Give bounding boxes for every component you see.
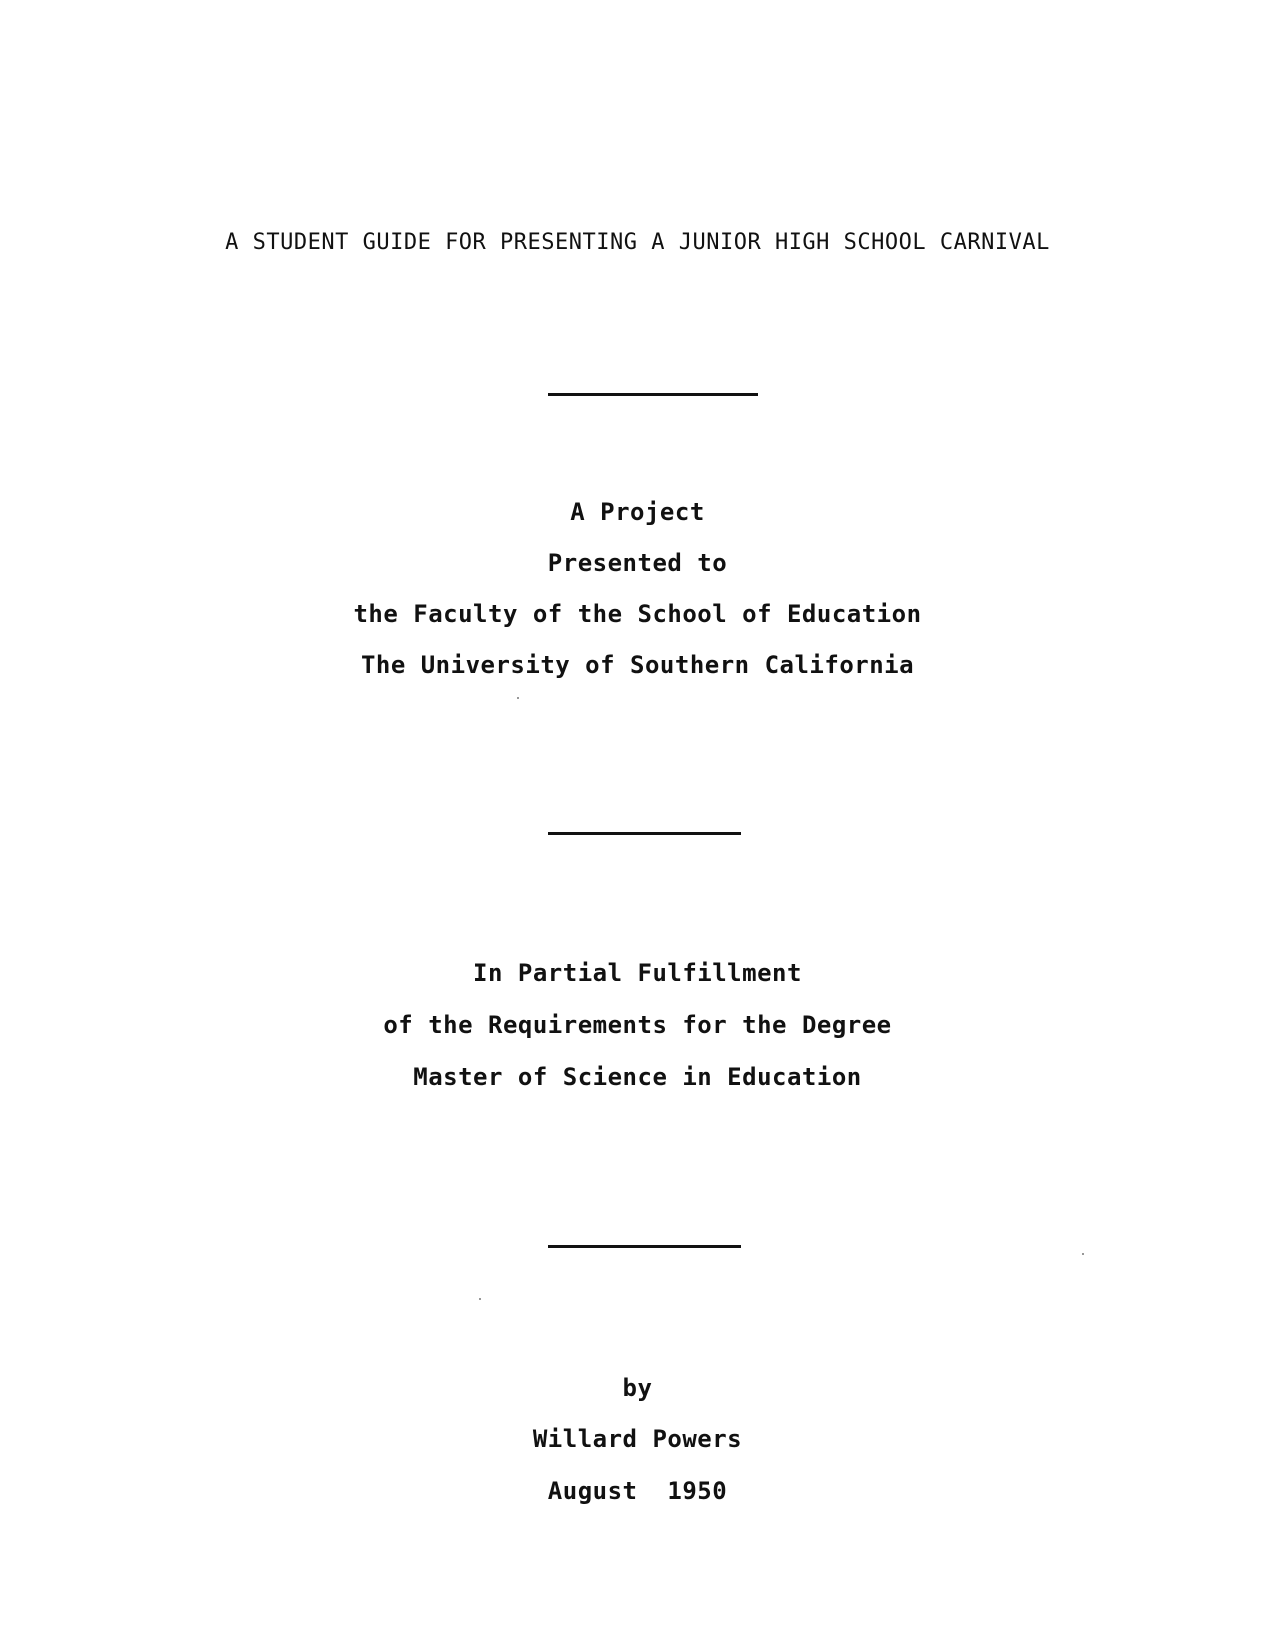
author-date: August 1950 (547, 1477, 728, 1505)
presentation-line-1: A Project (570, 498, 705, 526)
separator-rule-2 (548, 832, 741, 835)
fulfillment-line-3: Master of Science in Education (413, 1063, 862, 1091)
author-by: by (622, 1374, 653, 1402)
presentation-line-4: The University of Southern California (360, 651, 915, 679)
fulfillment-line-2: of the Requirements for the Degree (383, 1011, 892, 1039)
presentation-line-3: the Faculty of the School of Education (353, 600, 922, 628)
separator-rule-3 (548, 1245, 741, 1248)
paper-speck (517, 697, 519, 699)
separator-rule-1 (548, 393, 758, 396)
paper-speck (479, 1298, 481, 1300)
paper-speck (1082, 1253, 1084, 1255)
fulfillment-line-1: In Partial Fulfillment (473, 959, 802, 987)
document-title: A STUDENT GUIDE FOR PRESENTING A JUNIOR HIGH SCHOOL CARNIVAL (225, 230, 1050, 255)
author-name: Willard Powers (532, 1425, 743, 1453)
presentation-line-2: Presented to (547, 549, 728, 577)
